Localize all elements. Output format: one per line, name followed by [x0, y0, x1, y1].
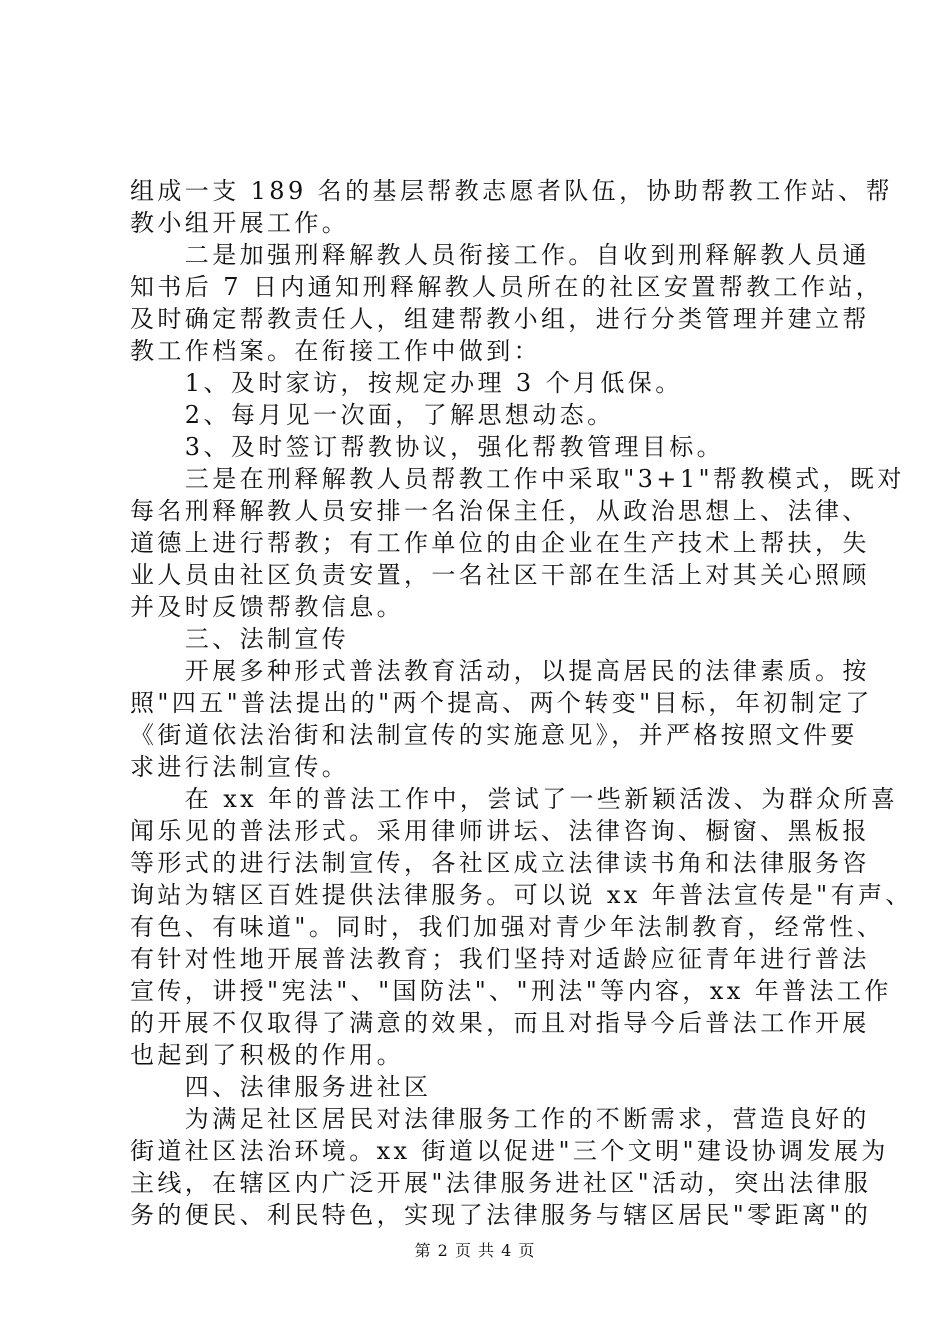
body-line: 教小组开展工作。: [130, 209, 350, 237]
body-line: 街道社区法治环境。xx 街道以促进"三个文明"建设协调发展为: [130, 1137, 889, 1165]
body-line: 3、及时签订帮教协议，强化帮教管理目标。: [130, 433, 725, 461]
body-line: 并及时反馈帮教信息。: [130, 593, 404, 621]
body-line: 照"四五"普法提出的"两个提高、两个转变"目标，年初制定了: [130, 689, 873, 717]
body-line: 有针对性地开展普法教育；我们坚持对适龄应征青年进行普法: [130, 945, 870, 973]
body-line: 及时确定帮教责任人，组建帮教小组，进行分类管理并建立帮: [130, 305, 870, 333]
body-line: 组成一支 189 名的基层帮教志愿者队伍，协助帮教工作站、帮: [130, 177, 894, 205]
body-line: 道德上进行帮教；有工作单位的由企业在生产技术上帮扶，失: [130, 529, 870, 557]
body-line: 二是加强刑释解教人员衔接工作。自收到刑释解教人员通: [130, 241, 870, 269]
body-line: 宣传，讲授"宪法"、"国防法"、"刑法"等内容，xx 年普法工作: [130, 977, 892, 1005]
body-line: 2、每月见一次面，了解思想动态。: [130, 401, 615, 429]
body-line: 也起到了积极的作用。: [130, 1041, 404, 1069]
body-line: 三是在刑释解教人员帮教工作中采取"3+1"帮教模式，既对: [130, 465, 905, 493]
body-line: 业人员由社区负责安置，一名社区干部在生活上对其关心照顾: [130, 561, 870, 589]
body-line: 开展多种形式普法教育活动，以提高居民的法律素质。按: [130, 657, 870, 685]
body-line: 等形式的进行法制宣传，各社区成立法律读书角和法律服务咨: [130, 849, 870, 877]
body-line: 询站为辖区百姓提供法律服务。可以说 xx 年普法宣传是"有声、: [130, 881, 913, 909]
body-line: 主线，在辖区内广泛开展"法律服务进社区"活动，突出法律服: [130, 1169, 872, 1197]
body-line: 务的便民、利民特色，实现了法律服务与辖区居民"零距离"的: [130, 1201, 872, 1229]
body-line: 《街道依法治街和法制宣传的实施意见》，并严格按照文件要: [130, 721, 858, 749]
body-line: 求进行法制宣传。: [130, 753, 350, 781]
section-heading: 三、法制宣传: [130, 625, 350, 653]
body-line: 在 xx 年的普法工作中，尝试了一些新颖活泼、为群众所喜: [130, 785, 899, 813]
section-heading: 四、法律服务进社区: [130, 1073, 432, 1101]
body-line: 1、及时家访，按规定办理 3 个月低保。: [130, 369, 683, 397]
body-line: 闻乐见的普法形式。采用律师讲坛、法律咨询、橱窗、黑板报: [130, 817, 870, 845]
page-footer: 第 2 页 共 4 页: [414, 1241, 536, 1260]
body-line: 每名刑释解教人员安排一名治保主任，从政治思想上、法律、: [130, 497, 870, 525]
body-line: 有色、有味道"。同时，我们加强对青少年法制教育，经常性、: [130, 913, 885, 941]
body-line: 的开展不仅取得了满意的效果，而且对指导今后普法工作开展: [130, 1009, 870, 1037]
body-line: 知书后 7 日内通知刑释解教人员所在的社区安置帮教工作站，: [130, 273, 884, 301]
body-line: 教工作档案。在衔接工作中做到：: [130, 337, 541, 365]
body-line: 为满足社区居民对法律服务工作的不断需求，营造良好的: [130, 1105, 870, 1133]
